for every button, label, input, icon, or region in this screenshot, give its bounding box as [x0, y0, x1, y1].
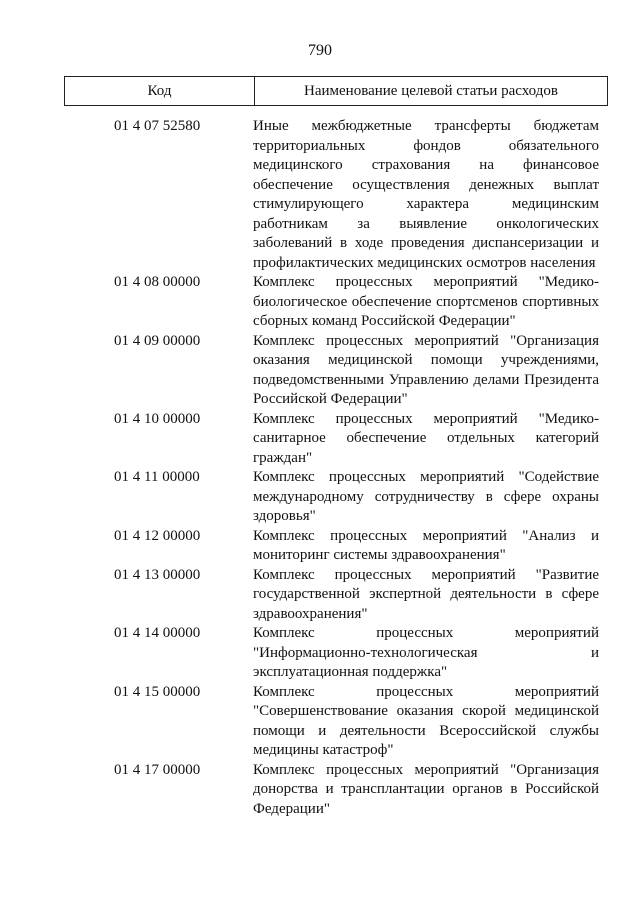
expense-items-table — [64, 117, 608, 819]
row-code: 01 4 09 00000 — [114, 332, 201, 349]
row-code: 01 4 08 00000 — [114, 274, 201, 290]
row-code: 01 4 12 00000 — [114, 527, 201, 544]
page-number: 790 — [308, 42, 332, 59]
row-name: Комплекс процессных мероприятий "Совершенствование оказания скорой медицинской помощи и деятельности Всероссийской службы медицины катастроф" — [253, 683, 599, 758]
table-row — [64, 273, 608, 332]
row-code: 01 4 11 00000 — [114, 469, 200, 485]
table-row — [64, 624, 608, 683]
row-code: 01 4 13 00000 — [114, 566, 201, 583]
row-name: Комплекс процессных мероприятий "Развитие государственной экспертной деятельности в сфере здравоохранения" — [253, 566, 599, 622]
table-row — [64, 117, 608, 273]
row-code: 01 4 14 00000 — [114, 625, 201, 641]
row-code: 01 4 07 52580 — [114, 118, 201, 134]
row-name: Комплекс процессных мероприятий "Медико-биологическое обеспечение спортсменов спортивных сборных команд Российской Федерации" — [253, 274, 599, 329]
table-header — [64, 76, 608, 106]
row-name: Комплекс процессных мероприятий "Организация оказания медицинской помощи учреждениями, подведомственными Управлению делами Президента Российской Федерации" — [253, 332, 599, 407]
row-name: Комплекс процессных мероприятий "Медико-санитарное обеспечение отдельных категорий граждан" — [253, 410, 599, 466]
column-header-code: Код — [65, 77, 255, 105]
table-row — [64, 410, 608, 469]
row-code: 01 4 17 00000 — [114, 761, 201, 778]
table-row — [64, 761, 608, 820]
table-row — [64, 468, 608, 527]
table-row — [64, 527, 608, 566]
table-row — [64, 332, 608, 410]
row-name: Комплекс процессных мероприятий "Организация донорства и трансплантации органов в Российской Федерации" — [253, 761, 599, 817]
row-name: Иные межбюджетные трансферты бюджетам территориальных фондов обязательного медицинского страхования на финансовое обеспечение осуществления денежных выплат стимулирующего характера медицинским работникам за выявление онкологических заболеваний в ходе проведения диспансеризации и профилактических медицинских осмотров населения — [253, 118, 599, 271]
column-header-name: Наименование целевой статьи расходов — [304, 82, 558, 99]
table-row — [64, 566, 608, 625]
row-code: 01 4 15 00000 — [114, 683, 201, 700]
row-name: Комплекс процессных мероприятий "Информационно-технологическая и эксплуатационная поддержка" — [253, 625, 599, 680]
row-name: Комплекс процессных мероприятий "Содействие международному сотрудничеству в сфере охраны здоровья" — [253, 469, 599, 524]
row-name: Комплекс процессных мероприятий "Анализ и мониторинг системы здравоохранения" — [253, 527, 599, 563]
row-code: 01 4 10 00000 — [114, 410, 201, 427]
table-row — [64, 683, 608, 761]
